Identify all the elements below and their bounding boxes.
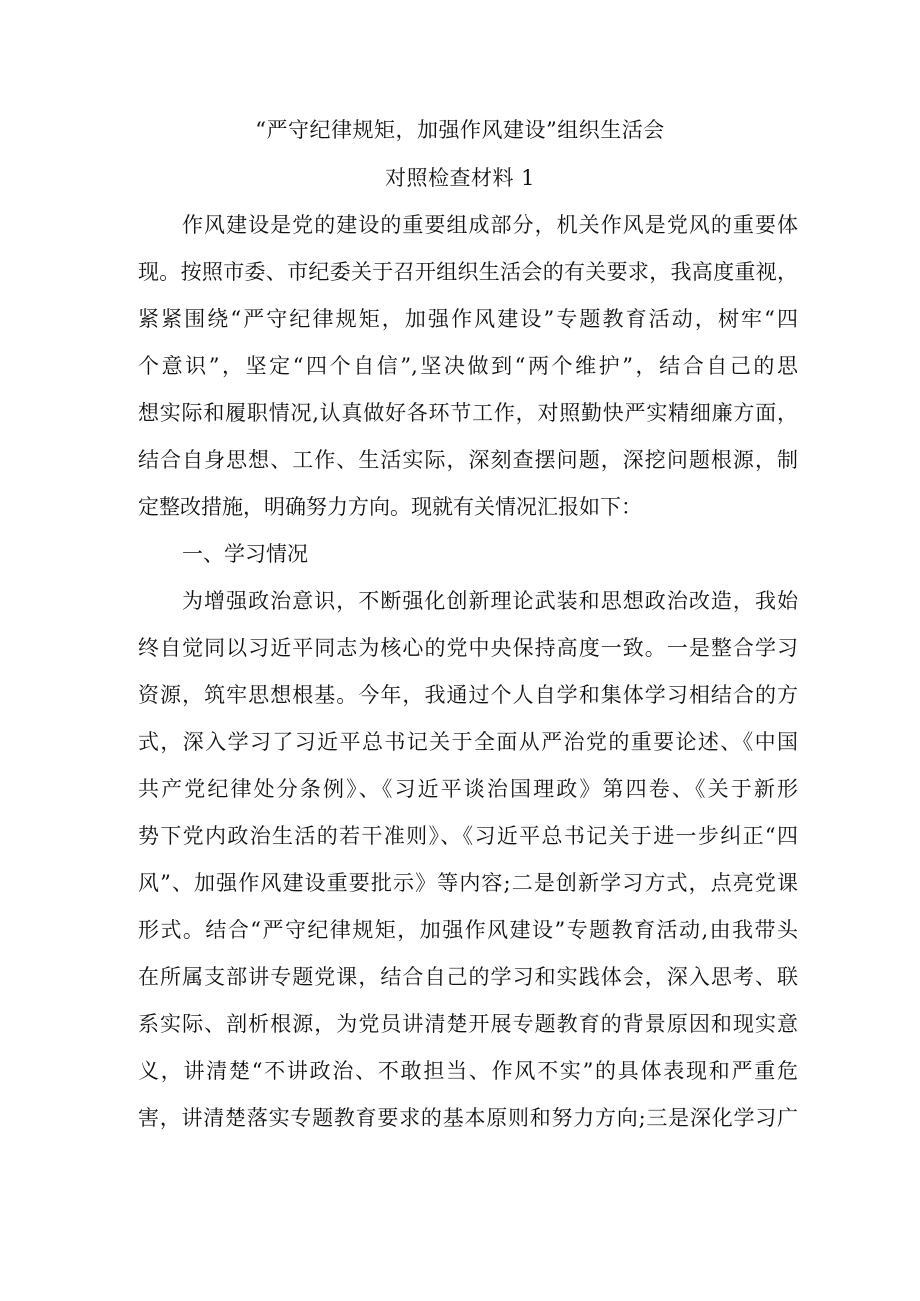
paragraph-line: 个意识”，坚定“四个自信”,坚决做到“两个维护”，结合自己的思: [138, 354, 798, 378]
paragraph-line: 系实际、剖析根源，为党员讲清楚开展专题教育的背景原因和现实意: [138, 1012, 798, 1036]
paragraph-line: 为增强政治意识，不断强化创新理论武装和思想政治改造，我始: [182, 589, 798, 613]
document-title: “严守纪律规矩，加强作风建设”组织生活会: [255, 118, 665, 142]
paragraph-line: 资源，筑牢思想根基。今年，我通过个人自学和集体学习相结合的方: [138, 683, 798, 707]
paragraph-line: 式，深入学习了习近平总书记关于全面从严治党的重要论述、《中国: [138, 730, 798, 754]
paragraph-line: 共产党纪律处分条例》、《习近平谈治国理政》第四卷、《关于新形: [138, 777, 798, 801]
paragraph-line: 害，讲清楚落实专题教育要求的基本原则和努力方向;三是深化学习广: [138, 1106, 798, 1130]
paragraph-line: 紧紧围绕“严守纪律规矩，加强作风建设”专题教育活动，树牢“四: [138, 307, 798, 331]
document-subtitle: 对照检查材料 1: [384, 166, 536, 190]
paragraph-line: 风”、加强作风建设重要批示》等内容;二是创新学习方式，点亮党课: [138, 871, 798, 895]
paragraph-line: 义，讲清楚“不讲政治、不敢担当、作风不实”的具体表现和严重危: [138, 1059, 798, 1083]
paragraph-line: 结合自身思想、工作、生活实际，深刻查摆问题，深挖问题根源，制: [138, 448, 798, 472]
document-body: [138, 206, 798, 1146]
paragraph-line: 定整改措施，明确努力方向。现就有关情况汇报如下：: [138, 495, 642, 519]
paragraph-line: 势下党内政治生活的若干准则》、《习近平总书记关于进一步纠正“四: [138, 824, 798, 848]
paragraph-line: 作风建设是党的建设的重要组成部分，机关作风是党风的重要体: [182, 213, 798, 237]
paragraph-line: 终自觉同以习近平同志为核心的党中央保持高度一致。一是整合学习: [138, 636, 798, 660]
paragraph-line: 形式。结合“严守纪律规矩，加强作风建设”专题教育活动,由我带头: [138, 918, 798, 942]
paragraph-line: 想实际和履职情况,认真做好各环节工作，对照勤快严实精细廉方面，: [138, 401, 798, 425]
paragraph-line: 现。按照市委、市纪委关于召开组织生活会的有关要求，我高度重视，: [138, 260, 798, 284]
section-heading: 一、学习情况: [182, 542, 308, 566]
paragraph-line: 在所属支部讲专题党课，结合自己的学习和实践体会，深入思考、联: [138, 965, 798, 989]
